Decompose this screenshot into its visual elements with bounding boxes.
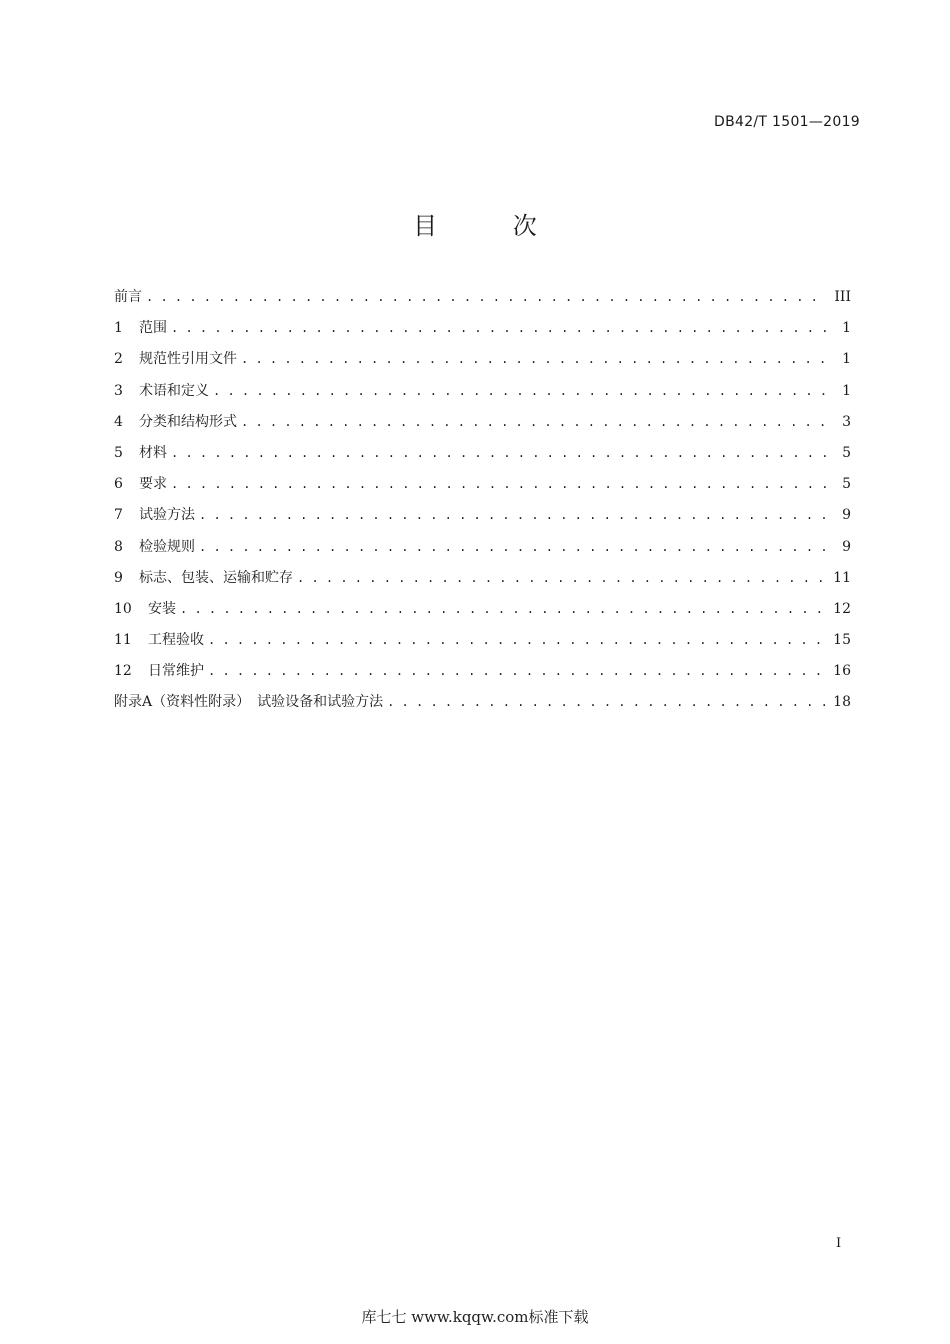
toc-entry-page: 15 xyxy=(833,632,851,649)
toc-entry-page: 1 xyxy=(842,320,851,337)
toc-entry[interactable] xyxy=(114,380,851,411)
toc-entry-number: 10 xyxy=(114,600,132,617)
toc-entry-page: 5 xyxy=(842,444,851,461)
toc-entry[interactable] xyxy=(114,567,851,598)
toc-entry[interactable] xyxy=(114,629,851,660)
toc-entry-label: 标志、包装、运输和贮存 xyxy=(139,569,293,586)
page-title: 目 次 xyxy=(413,212,571,240)
toc-entry-page: 11 xyxy=(833,569,851,586)
toc-dot-leader xyxy=(180,602,827,616)
toc-entry-number: 5 xyxy=(114,444,123,461)
toc-entry-label: 检验规则 xyxy=(139,538,195,555)
toc-entry[interactable] xyxy=(114,660,851,691)
toc-entry-number: 6 xyxy=(114,476,123,493)
toc-dot-leader xyxy=(199,540,827,554)
toc-dot-leader xyxy=(208,664,827,678)
toc-entry-page: 9 xyxy=(842,538,851,555)
toc-entry[interactable] xyxy=(114,348,851,379)
toc-dot-leader xyxy=(171,446,827,460)
toc-entry[interactable] xyxy=(114,317,851,348)
toc-dot-leader xyxy=(171,321,827,335)
toc-entry-number: 9 xyxy=(114,569,123,586)
toc-entry-page: III xyxy=(834,289,851,305)
toc-entry-page: 1 xyxy=(842,351,851,368)
standard-code: DB42/T 1501—2019 xyxy=(714,114,860,130)
toc-dot-leader xyxy=(171,477,827,491)
table-of-contents xyxy=(114,286,851,723)
toc-entry-label: 范围 xyxy=(139,320,167,337)
toc-entry-number: 2 xyxy=(114,351,123,368)
toc-entry-number: 4 xyxy=(114,413,123,430)
toc-entry-page: 3 xyxy=(842,413,851,430)
toc-entry-number: 8 xyxy=(114,538,123,555)
toc-entry-number: 3 xyxy=(114,382,123,399)
toc-entry-label: 材料 xyxy=(139,444,167,461)
toc-entry-label: 试验方法 xyxy=(139,507,195,524)
toc-dot-leader xyxy=(241,352,827,366)
toc-entry-number: 12 xyxy=(114,663,132,680)
toc-entry[interactable] xyxy=(114,691,851,722)
toc-entry-number: 7 xyxy=(114,507,123,524)
toc-entry[interactable] xyxy=(114,286,851,317)
toc-entry-number: 11 xyxy=(114,632,132,649)
toc-entry[interactable] xyxy=(114,536,851,567)
page-number: I xyxy=(836,1236,842,1251)
toc-entry-label: 附录A（资料性附录） 试验设备和试验方法 xyxy=(114,694,384,711)
toc-entry[interactable] xyxy=(114,473,851,504)
toc-entry-label: 规范性引用文件 xyxy=(139,351,237,368)
toc-dot-leader xyxy=(387,695,827,709)
footer-watermark-text: 库七七 www.kqqw.com标准下载 xyxy=(361,1308,589,1326)
toc-entry-page: 12 xyxy=(833,600,851,617)
toc-dot-leader xyxy=(208,633,827,647)
toc-entry-label: 工程验收 xyxy=(148,632,204,649)
toc-entry[interactable] xyxy=(114,411,851,442)
toc-entry-label: 前言 xyxy=(114,289,142,305)
toc-entry-label: 日常维护 xyxy=(148,663,204,680)
toc-entry-label: 要求 xyxy=(139,476,167,493)
toc-entry[interactable] xyxy=(114,442,851,473)
toc-entry-label: 分类和结构形式 xyxy=(139,413,237,430)
toc-entry[interactable] xyxy=(114,504,851,535)
toc-dot-leader xyxy=(199,508,827,522)
toc-entry-page: 9 xyxy=(842,507,851,524)
toc-entry[interactable] xyxy=(114,598,851,629)
toc-entry-label: 安装 xyxy=(148,600,176,617)
toc-entry-page: 16 xyxy=(833,663,851,680)
toc-dot-leader xyxy=(241,415,827,429)
toc-entry-page: 1 xyxy=(842,382,851,399)
toc-dot-leader xyxy=(146,290,827,304)
toc-entry-number: 1 xyxy=(114,320,123,337)
toc-entry-page: 5 xyxy=(842,476,851,493)
toc-dot-leader xyxy=(213,384,827,398)
toc-entry-label: 术语和定义 xyxy=(139,382,209,399)
toc-dot-leader xyxy=(297,571,827,585)
toc-entry-page: 18 xyxy=(833,694,851,711)
